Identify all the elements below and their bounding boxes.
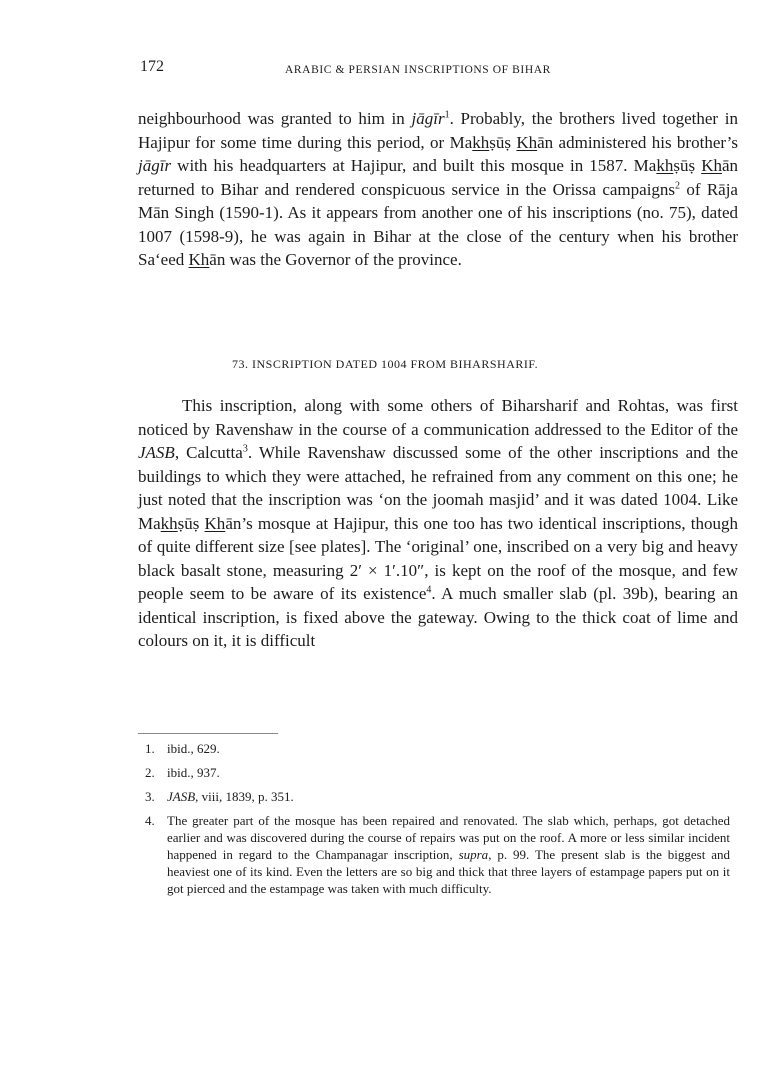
- footnote-number: 4.: [145, 813, 155, 828]
- text-run: This inscription, along with some others of Biharsharif and Rohtas, was first noticed by Ravenshaw in the course of a communication addressed to the Editor of the: [138, 396, 738, 439]
- underlined-letters: Kh: [204, 513, 226, 533]
- paragraph-2: [138, 394, 738, 653]
- footnote-text: [167, 812, 730, 897]
- footnote-number: 1.: [145, 741, 155, 756]
- underlined-letters: Kh: [516, 132, 538, 152]
- italic-term: jāgīr: [138, 156, 172, 175]
- text-run: The greater part of the mosque has been repaired and renovated. The slab which, perhaps, got detached earlier and was discovered during the course of repairs was put on the roof. A more or less similar incident happened in regard to the Champanagar inscription,: [167, 813, 730, 862]
- text-run: ān’s mosque at Hajipur, this one too has two identical inscriptions, though of quite different size [see plates]. The ‘original’ one, inscribed on a very big and heavy black basalt stone, measuring 2′ × 1′.10″, is kept on the roof of the mosque, and few people seem to be aware of its existence: [138, 513, 738, 603]
- footnote: [145, 764, 730, 781]
- italic-term: JASB: [167, 789, 196, 804]
- italic-term: supra: [458, 847, 489, 862]
- underlined-letters: kh: [160, 513, 178, 533]
- text-run: with his headquarters at Hajipur, and built this mosque in 1587. Ma: [171, 156, 657, 175]
- footnote-divider: [138, 733, 278, 734]
- text-run: of Rāja Mān Singh (1590-1). As it appears from another one of his inscriptions (no. 75), dated 1007 (1598-9), he was again in Bihar at the close of the century when his brother Sa‘eed: [138, 179, 738, 269]
- footnote-ref: 2: [675, 179, 681, 191]
- footnote-text: ibid., 629.: [167, 741, 220, 756]
- italic-term: JASB: [138, 443, 175, 462]
- running-title: ARABIC & PERSIAN INSCRIPTIONS OF BIHAR: [285, 64, 551, 76]
- text-run: . Probably, the brothers lived together in Hajipur for some time during this period, or Ma: [138, 109, 738, 152]
- footnote-ref: 3: [242, 443, 248, 455]
- footnote-text: ibid., 937.: [167, 765, 220, 780]
- text-run: neighbourhood was granted to him in: [138, 109, 412, 128]
- underlined-letters: Kh: [188, 250, 210, 269]
- page-header: [140, 58, 740, 82]
- text-run: ān was the Governor of the province.: [209, 250, 462, 269]
- footnote-text: [167, 788, 730, 805]
- text-run: , viii, 1839, p. 351.: [195, 789, 294, 804]
- footnote-number: 2.: [145, 765, 155, 780]
- underlined-letters: kh: [656, 156, 674, 175]
- text-run: ṣūṣ: [177, 513, 205, 533]
- footnote-ref: 1: [444, 109, 450, 121]
- footnote: [145, 788, 730, 805]
- text-run: ṣūṣ: [489, 132, 517, 152]
- text-run: ān returned to Bihar and rendered conspicuous service in the Orissa campaigns: [138, 156, 739, 199]
- text-run: , p. 99. The present slab is the biggest and heaviest one of its kind. Even the letters are so big and thick that three layers of estampage papers put on it got pierced and the estampage was taken with much difficulty.: [167, 847, 730, 896]
- footnote: [145, 812, 730, 897]
- footnote-ref: 4: [426, 584, 432, 596]
- footnote: [145, 740, 730, 757]
- page-number: 172: [140, 58, 164, 75]
- text-run: . While Ravenshaw discussed some of the other inscriptions and the buildings to which they were attached, he refrained from any comment on this one; he just noted that the inscription was ‘on the joomah masjid’ and it was dated 1004. Like Ma: [138, 443, 738, 533]
- underlined-letters: Kh: [701, 156, 722, 175]
- text-run: . A much smaller slab (pl. 39b), bearing an identical inscription, is fixed above the gateway. Owing to the thick coat of lime and colours on it, it is difficult: [138, 584, 738, 650]
- section-heading: 73. INSCRIPTION DATED 1004 FROM BIHARSHARIF.: [232, 357, 539, 371]
- text-run: ṣūṣ: [673, 156, 702, 175]
- footnotes: [145, 740, 730, 904]
- paragraph-1: [138, 107, 738, 272]
- italic-term: jāgīr: [411, 109, 445, 128]
- text-run: ān administered his brother’s: [537, 132, 738, 152]
- text-run: , Calcutta: [174, 443, 243, 462]
- footnote-number: 3.: [145, 789, 155, 804]
- underlined-letters: kh: [472, 132, 490, 152]
